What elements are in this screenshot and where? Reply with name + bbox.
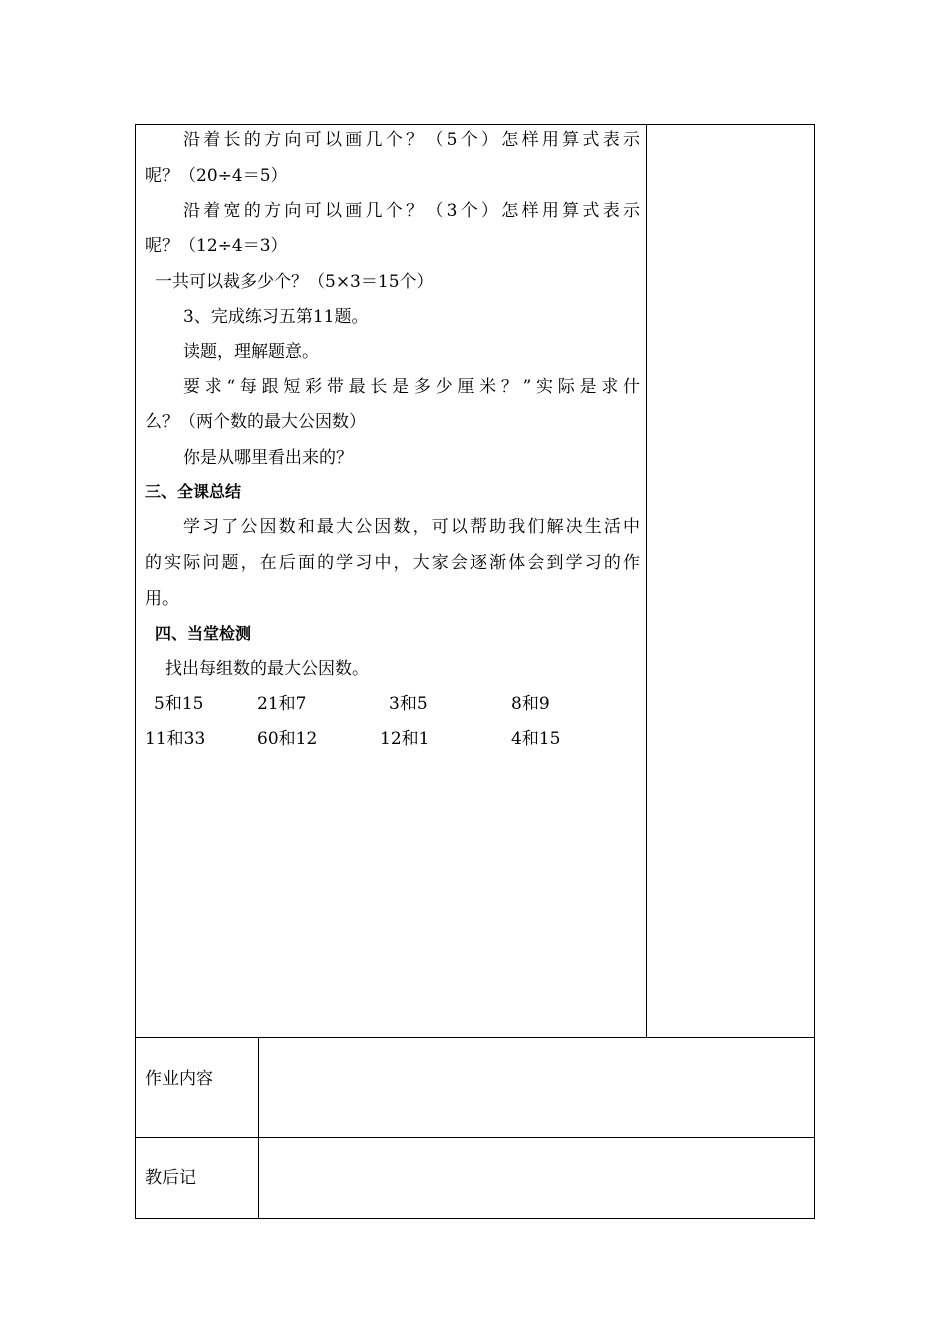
homework-label: 作业内容 [145, 1069, 213, 1089]
exercise-row-2-item-2: 60和12 [257, 729, 318, 749]
lesson-line-7: 读题，理解题意。 [183, 342, 319, 362]
section-3-heading: 三、全课总结 [145, 482, 242, 501]
section-4-instruction: 找出每组数的最大公因数。 [165, 659, 369, 679]
lesson-line-1: 沿着长的方向可以画几个？（5个）怎样用算式表示 [183, 130, 640, 150]
lesson-line-9: 么？（两个数的最大公因数） [145, 412, 366, 432]
section-3-line-2: 的实际问题，在后面的学习中，大家会逐渐体会到学习的作 [145, 553, 640, 573]
exercise-row-1-item-3: 3和5 [389, 694, 428, 714]
lesson-line-5: 一共可以裁多少个？（5×3＝15个） [155, 272, 434, 292]
lesson-line-2: 呢？（20÷4＝5） [145, 166, 288, 186]
exercise-row-2-item-1: 11和33 [145, 729, 206, 749]
section-4-heading: 四、当堂检测 [155, 624, 252, 643]
section-3-line-3: 用。 [145, 589, 179, 609]
right-column-divider [646, 124, 647, 1037]
lesson-line-10: 你是从哪里看出来的？ [183, 448, 353, 468]
lesson-line-6: 3、完成练习五第11题。 [183, 307, 369, 327]
label-column-divider [258, 1037, 259, 1219]
lesson-line-8: 要求“每跟短彩带最长是多少厘米？”实际是求什 [183, 377, 640, 397]
exercise-row-1-item-1: 5和15 [154, 694, 204, 714]
lesson-line-3: 沿着宽的方向可以画几个？（3个）怎样用算式表示 [183, 201, 640, 221]
exercise-row-2-item-4: 4和15 [511, 729, 561, 749]
lesson-line-4: 呢？（12÷4＝3） [145, 236, 288, 256]
section-3-line-1: 学习了公因数和最大公因数，可以帮助我们解决生活中 [183, 517, 640, 537]
exercise-row-1-item-2: 21和7 [257, 694, 307, 714]
exercise-row-1-item-4: 8和9 [511, 694, 550, 714]
reflection-label: 教后记 [145, 1168, 196, 1188]
homework-row-top-border [135, 1037, 815, 1038]
exercise-row-2-item-3: 12和1 [380, 729, 430, 749]
reflection-row-top-border [135, 1137, 815, 1138]
